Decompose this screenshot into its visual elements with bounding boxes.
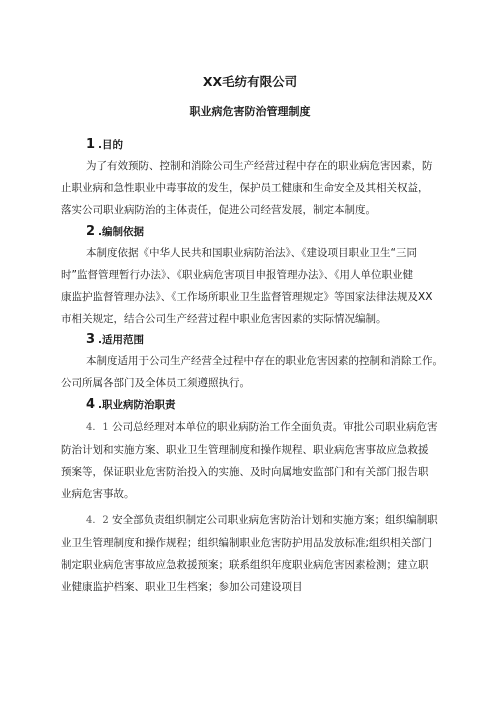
paragraph-line	[61, 509, 451, 532]
paragraph-line: 时”监督管理暂行办法》、《职业病危害项目申报管理办法》、《用人单位职业健	[61, 269, 413, 281]
section-2-body	[61, 242, 451, 330]
section-number: 3	[86, 332, 96, 347]
paragraph-line: 业病危害事故。	[61, 488, 135, 500]
section-4-item-1	[61, 416, 451, 505]
section-label: .适用范围	[98, 334, 145, 346]
section-number: 1	[86, 137, 96, 152]
paragraph-line: 市相关规定，结合公司生产经营过程中职业危害因素的实际情况编制。	[61, 313, 387, 325]
paragraph-line: 制定职业病危害事故应急救援预案；联系组织年度职业病危害因素检测；建立职	[61, 559, 429, 571]
section-4-item-2	[61, 509, 451, 598]
paragraph-line: 落实公司职业病防治的主体责任，促进公司经营发展，制定本制度。	[61, 204, 376, 216]
document-title: 职业病危害防治管理制度	[189, 105, 311, 118]
section-1-body	[61, 155, 451, 221]
paragraph-line: 业卫生管理制度和操作规程；组织编制职业危害防护用品发放标准;组织相关部门	[61, 537, 433, 549]
paragraph-line: 止职业病和急性职业中毒事故的发生，保护员工健康和生命安全及其相关权益，	[61, 182, 429, 194]
paragraph-line	[61, 416, 451, 439]
section-3-heading	[86, 332, 144, 347]
paragraph-line: 预案等，保证职业危害防治投入的实施、及时向属地安监部门和有关部门报告职	[61, 466, 429, 478]
item-number: 4．1	[86, 422, 109, 433]
section-4-heading	[86, 397, 176, 412]
section-number: 4	[86, 397, 96, 412]
section-label: .职业病防治职责	[98, 399, 176, 411]
paragraph-line: 业健康监护档案、职业卫生档案；参加公司建设项目	[61, 581, 303, 593]
section-3-body	[61, 350, 451, 394]
paragraph-line: 为了有效预防、控制和消除公司生产经营过程中存在的职业病危害因素，防	[86, 160, 433, 172]
paragraph-line: 公司所属各部门及全体员工须遵照执行。	[61, 377, 250, 389]
paragraph-line: 本制度依据《中华人民共和国职业病防治法》、《建设项目职业卫生“三同	[86, 247, 417, 259]
item-text: 安全部负责组织制定公司职业病危害防治计划和实施方案；组织编制职	[112, 514, 438, 526]
item-text: 公司总经理对本单位的职业病防治工作全面负责。审批公司职业病危害	[112, 421, 438, 433]
section-label: .目的	[98, 139, 124, 151]
item-number: 4．2	[86, 515, 109, 526]
paragraph-line: 防治计划和实施方案、职业卫生管理制度和操作规程、职业病危害事故应急救援	[61, 444, 429, 456]
section-1-heading	[86, 137, 123, 152]
company-name: XX毛纺有限公司	[202, 74, 298, 89]
section-label: .编制依据	[98, 226, 145, 238]
section-number: 2	[86, 224, 96, 239]
paragraph-line: 本制度适用于公司生产经营全过程中存在的职业危害因素的控制和消除工作。	[86, 355, 443, 367]
paragraph-line: 康监护监督管理办法》、《工作场所职业卫生监督管理规定》等国家法律法规及XX	[61, 291, 433, 303]
section-2-heading	[86, 224, 144, 239]
